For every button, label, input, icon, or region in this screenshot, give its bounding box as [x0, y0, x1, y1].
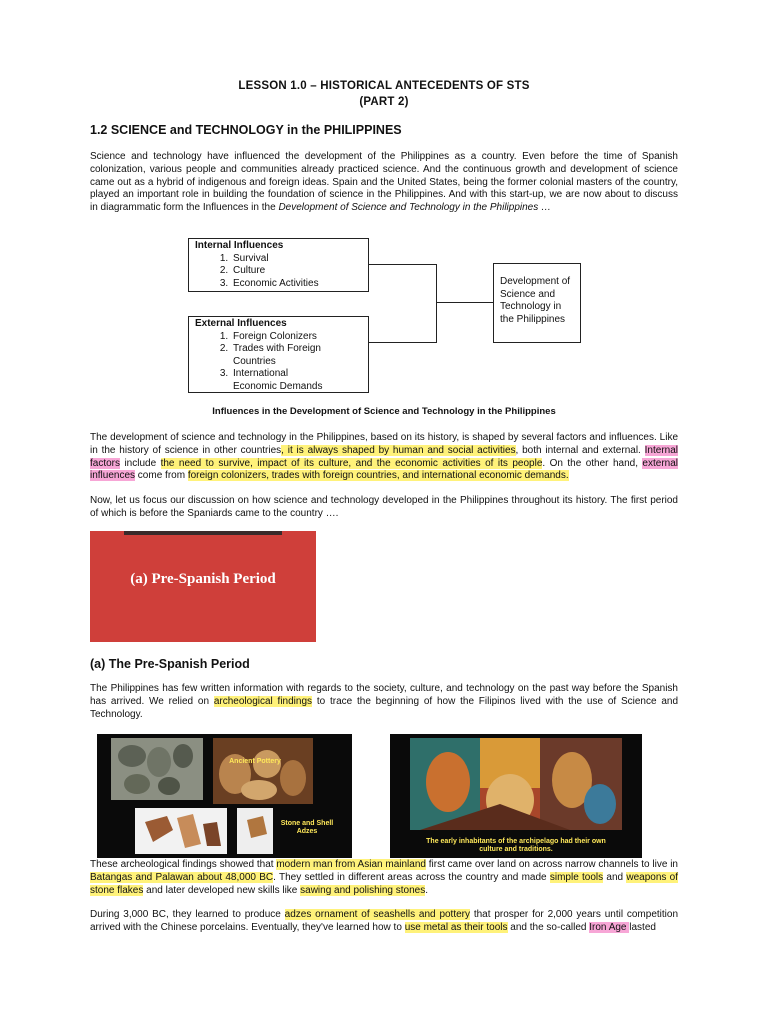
p2-highlight-foreign: foreign colonizers, trades with foreign countries, and international economic demands.: [187, 470, 569, 482]
p5-highlight-asian: modern man from Asian mainland: [276, 859, 426, 870]
label-stone-adzes: Stone and Shell Adzes: [280, 820, 334, 835]
internal-influences-heading: Internal Influences: [195, 240, 284, 251]
p5-highlight-weapons: weapons of stone flakes: [90, 871, 678, 896]
external-influences-box: [188, 316, 369, 393]
p2-highlight-external: external influences: [90, 457, 678, 482]
lesson-title: LESSON 1.0 – HISTORICAL ANTECEDENTS OF STS: [238, 80, 530, 92]
p5-text-3: . They settled in different areas across the country and made: [273, 871, 550, 883]
artifacts-illustration: [97, 734, 352, 858]
external-item-trades: 2. Trades with Foreign Countries: [231, 343, 362, 368]
p5-highlight-batangas: Batangas and Palawan about 48,000 BC: [90, 871, 274, 883]
p2-text-1: The development of science and technology in the Philippines, based on its history, is shaped by several factors and influences. Like in the history of science in other countries: [90, 432, 678, 456]
p2-text-3: include: [120, 457, 161, 469]
p6-highlight-metal: use metal as their tools: [404, 921, 508, 933]
artifacts-photo: [97, 734, 352, 858]
internal-item-economic: 3. Economic Activities: [231, 278, 362, 291]
focus-text: Now, let us focus our discussion on how science and technology developed in the Philippines throughout its history. The first period of which is before the Spaniards came to the country ….: [90, 495, 678, 519]
painting-caption: The early inhabitants of the archipelago had their own culture and traditions.: [426, 838, 606, 853]
external-item-colonizers: 1. Foreign Colonizers: [231, 331, 362, 344]
p6-text-4: lasted: [629, 921, 656, 933]
development-box-text: Development of Science and Technology in the Philippines: [500, 276, 571, 325]
focus-paragraph: [90, 495, 678, 521]
connector-internal: [369, 264, 436, 265]
lesson-subtitle: (PART 2): [359, 96, 409, 108]
internal-influences-box: [188, 238, 369, 292]
p2-highlight-internal: Internal factors: [90, 444, 678, 469]
painting-photo: [390, 734, 642, 858]
pre-spanish-banner: [90, 531, 316, 642]
connector-external: [369, 342, 436, 343]
p6-highlight-adzes: adzes ornament of seashells and pottery: [284, 909, 471, 920]
label-ancient-pottery: Ancient Pottery: [229, 758, 281, 765]
internal-influences-list: [195, 253, 362, 291]
p4-highlight-archeological: archeological findings: [213, 695, 313, 707]
connector-to-development: [436, 302, 493, 303]
connector-vertical: [436, 264, 437, 343]
diagram-caption: Influences in the Development of Science and Technology in the Philippines: [212, 406, 556, 417]
p4-text-2: to trace the beginning of how the Filipinos lived with the use of Science and Technology.: [90, 695, 679, 720]
banner-text: (a) Pre-Spanish Period: [130, 571, 276, 587]
p5-text-2: first came over land on across narrow channels to live in: [425, 859, 678, 870]
influences-paragraph: [90, 432, 678, 483]
internal-item-culture: 2. Culture: [231, 265, 362, 278]
p6-text-1: During 3,000 BC, they learned to produce: [90, 909, 285, 920]
external-influences-list: [195, 331, 362, 394]
intro-text: Science and technology have influenced the development of the Philippines as a country. Even before the time of Spanish colonization, various people and communities already practiced science. And the continuous growth and development of science came out as a hybrid of indigenous and foreign ideas. Spain and the United States, being the former colonial masters of the country, played an important role in building the foundation of science in the Philippines. And with this start-up, we are now about to discuss in diagrammatic form the Influences in the: [90, 151, 678, 214]
p2-highlight-social: , it is always shaped by human and social activities: [281, 444, 516, 456]
p6-text-2: that prosper for 2,000 years until competition arrived with the Chinese porcelains. Eventually, they've learned how to: [90, 909, 679, 933]
p5-text-4: and: [603, 871, 627, 883]
written-info-paragraph: [90, 683, 678, 721]
bc-paragraph: [90, 909, 678, 935]
p6-highlight-iron-age: Iron Age: [589, 921, 630, 933]
p5-highlight-sawing: sawing and polishing stones: [300, 884, 426, 896]
p2-text-5: come from: [135, 470, 188, 482]
section-heading: 1.2 SCIENCE and TECHNOLOGY in the PHILIPPINES: [90, 123, 402, 137]
external-influences-heading: External Influences: [195, 318, 287, 329]
banner-top-bar: [124, 531, 282, 535]
p5-text-5: and later developed new skills like: [143, 884, 301, 896]
development-box: [493, 263, 581, 343]
subsection-heading: (a) The Pre-Spanish Period: [90, 657, 250, 671]
p6-text-3: and the so-called: [507, 921, 590, 933]
p2-highlight-needs: the need to survive, impact of its culture, and the economic activities of its people: [160, 457, 543, 469]
p2-text-4: . On the other hand,: [542, 457, 643, 469]
external-item-demands: 3. International Economic Demands: [231, 368, 362, 393]
intro-italic-text: Development of Science and Technology in the Philippines …: [278, 202, 552, 214]
p2-text-2: , both internal and external.: [515, 444, 645, 456]
p4-text-1: The Philippines has few written information with regards to the society, culture, and technology on the past way before the Spanish has arrived. We relied on: [90, 683, 678, 707]
p5-text-6: .: [425, 884, 429, 896]
internal-item-survival: 1. Survival: [231, 253, 362, 266]
findings-paragraph: [90, 859, 678, 897]
p5-highlight-tools: simple tools: [549, 871, 604, 883]
p5-text-1: These archeological findings showed that: [90, 859, 277, 870]
intro-paragraph: [90, 151, 678, 215]
